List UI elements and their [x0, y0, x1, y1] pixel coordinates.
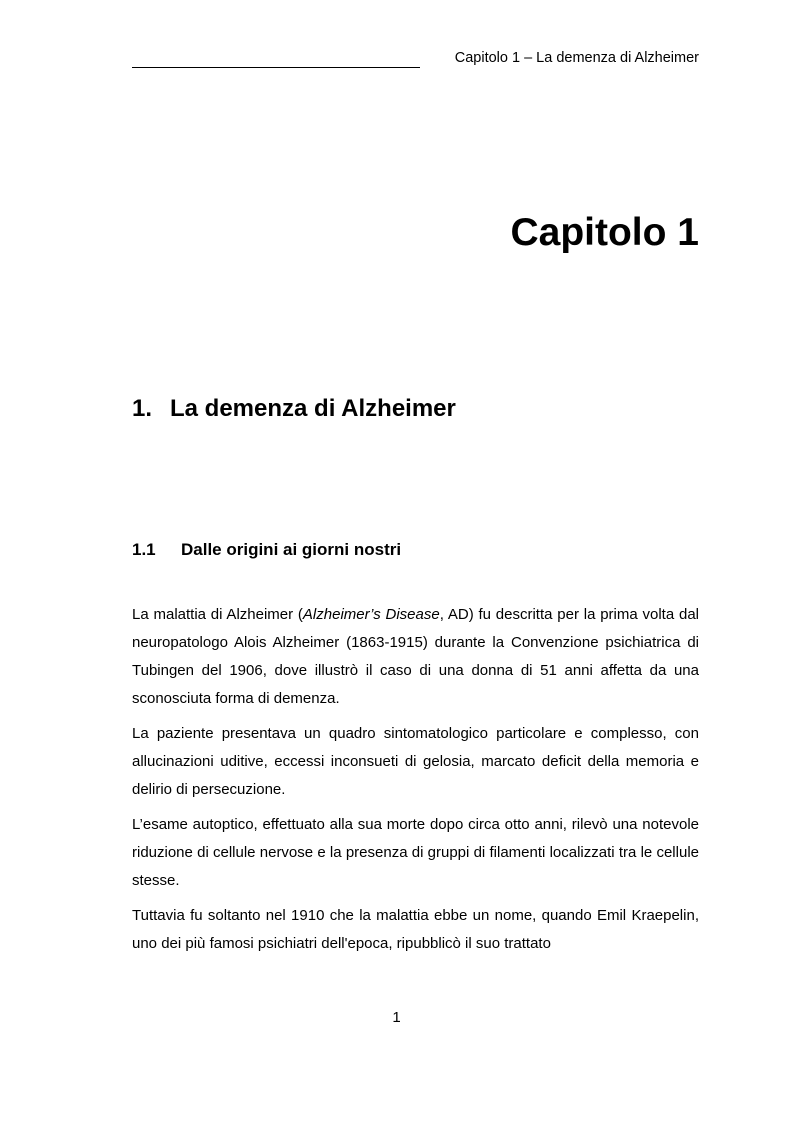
chapter-title: Capitolo 1 [510, 211, 699, 254]
paragraph-3: L’esame autoptico, effettuato alla sua morte dopo circa otto anni, rilevò una notevole riduzione di cellule nervose e la presenza di gruppi di filamenti localizzati tra le cellule stesse. [132, 816, 699, 889]
body-text [132, 601, 699, 965]
paragraph-1-start: La malattia di Alzheimer ( [132, 606, 303, 623]
subsection-heading [132, 538, 699, 562]
subsection-title: Dalle origini ai giorni nostri [181, 540, 402, 559]
section-title: La demenza di Alzheimer [170, 395, 456, 422]
section-number: 1. [132, 395, 153, 422]
paragraph-1-end: , AD) fu descritta per la prima volta dal neuropatologo Alois Alzheimer (1863-1915) durante la Convenzione psichiatrica di Tubingen del 1906, dove illustrò il caso di una donna di 51 anni affetta da una sconosciuta forma di demenza. [132, 606, 700, 707]
paragraph-1-italic-term: Alzheimer’s Disease [302, 606, 440, 623]
subsection-number: 1.1 [132, 540, 156, 559]
header-rule [132, 67, 420, 68]
page-number: 1 [392, 1009, 401, 1026]
paragraph-1 [132, 601, 699, 713]
running-header: Capitolo 1 – La demenza di Alzheimer [454, 50, 699, 66]
section-heading [132, 392, 699, 426]
paragraph-4: Tuttavia fu soltanto nel 1910 che la malattia ebbe un nome, quando Emil Kraepelin, uno dei più famosi psichiatri dell'epoca, ripubblicò il suo trattato [132, 907, 699, 952]
paragraph-2: La paziente presentava un quadro sintomatologico particolare e complesso, con allucinazioni uditive, eccessi inconsueti di gelosia, marcato deficit della memoria e delirio di persecuzione. [132, 725, 699, 798]
